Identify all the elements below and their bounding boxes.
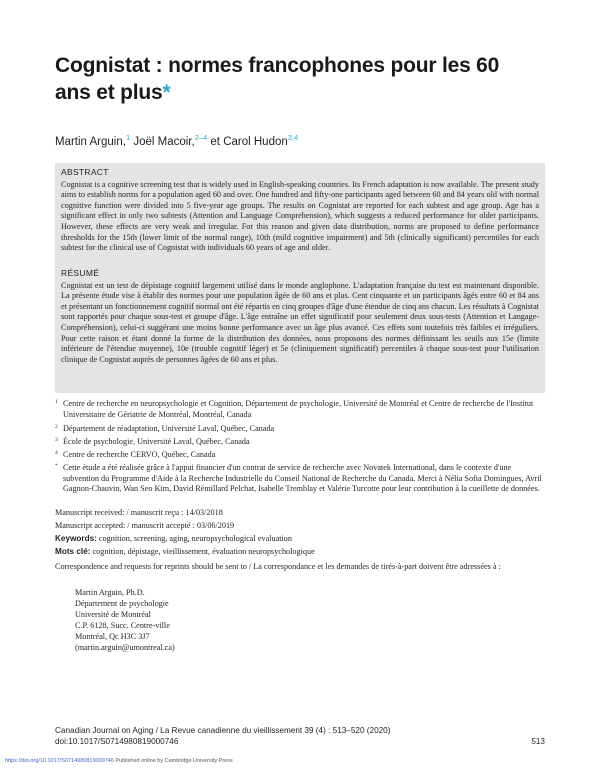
access-stamp	[5, 758, 233, 764]
address-line: Université de Montréal	[75, 610, 151, 619]
author-name: Martin Arguin,	[55, 135, 126, 148]
page-number: 513	[531, 737, 545, 746]
author-name: et Carol Hudon	[210, 135, 288, 148]
title-footnote-marker[interactable]: *	[162, 81, 171, 104]
funding-text: Cette étude a été réalisée grâce à l'appui financier d'un contrat de service de recherche avec Novatek International, dans le contexte d'une subvention du Programme d'Aide à la Recherche Industrielle du Conseil National de Recherche du Canada. Merci à Nélia Sofia Domingues, Avril Gagnon-Chauvin, Wan Seo Kim, David Rémillard Pelchat, Isabelle Tremblay et Valérie Turcotte pour leur contribution à la cueillette de données.	[63, 463, 542, 494]
affiliation-text: Centre de recherche CERVO, Québec, Canada	[63, 450, 216, 459]
email-line[interactable]: (martin.arguin@umontreal.ca)	[75, 643, 175, 652]
mots-cles-text: cognition, dépistage, vieillissement, évaluation neuropsychologique	[92, 547, 315, 556]
affiliation-text: École de psychologie, Université Laval, Québec, Canada	[63, 437, 250, 446]
address-line: Montréal, Qc H3C 3J7	[75, 632, 150, 641]
author-list	[55, 133, 298, 148]
correspondence-note: Correspondence and requests for reprints should be sent to / La correspondance et les demandes de tirés-à-part doivent être adressées à :	[55, 562, 501, 571]
resume-heading: RÉSUMÉ	[61, 268, 100, 278]
stamp-text: Published online by Cambridge University Press	[113, 758, 233, 764]
keywords-text: cognition, screening, aging, neuropsychological evaluation	[98, 534, 292, 543]
affiliation-number: 4	[55, 450, 58, 456]
address-line: C.P. 6128, Succ. Centre-ville	[75, 621, 170, 630]
affiliation-marker[interactable]: 2–4	[194, 133, 208, 142]
resume-text: Cognistat est un test de dépistage cognitif largement utilisé dans le monde anglophone. L'adaptation française du test est maintenant disponible. La présente étude vise à établir des normes pour une population âgée de 60 ans et plus. Cent cinquante et un participants âgés entre 60 et 84 ans et présentant un fonctionnement cognitif normal ont été répartis en cinq groupes d'âge d'une étendue de cinq ans chacun. Les résultats à Cognistat sont rapportés pour chaque sous-test et groupe d'âge. L'âge entraîne un effet significatif pour seulement deux sous-tests (Attention et Langage-Compréhension), celui-ci suggérant une moins bonne performance avec un âge plus avancé. Ces effets sont toutefois très faibles et irréguliers. Pour cette raison et étant donné la forme de la distribution des données, nous proposons des normes définissant les seuils aux 15e (limite inférieure de l'étendue moyenne), 10e (trouble cognitif léger) et 5e (cliniquement significatif) percentiles à chaque sous-test pour l'utilisation clinique de Cognistat auprès de personnes âgées de 60 ans et plus.	[61, 280, 539, 364]
affiliation	[55, 399, 545, 420]
affiliation-text: Département de réadaptation, Université Laval, Québec, Canada	[63, 424, 275, 433]
funding-note	[55, 463, 545, 495]
journal-footer	[55, 725, 545, 747]
abstract-text: Cognistat is a cognitive screening test that is widely used in English-speaking countries. Its French adaptation is now available. The present study aims to establish norms for a population aged 60 and over. One hundred and fifty-one participants aged between 60 and 84 years old with normal cognitive function were divided into 5 five-year age groups. The results on Cognistat are reported for each subtest and age group. Age has a significant effect in only two subtests (Attention and Language Comprehension), which suggests a reduced performance for older participants. However, these effects are very weak and irregular. For this reason and given data distribution, norms are proposed to define performance thresholds for the 15th (lower limit of the normal range), 10th (mild cognitive impairment) and 5th (clinically significant) percentiles for each subtest for the clinical use of Cognistat with individuals 60 years of age and older.	[61, 179, 539, 253]
affiliation-text: Centre de recherche en neuropsychologie et Cognition, Département de psychologie, Université de Montréal et Centre de recherche de l'Institut Universitaire de Gériatrie de Montréal, Montréal, Canada	[63, 399, 534, 419]
journal-citation: Canadian Journal on Aging / La Revue canadienne du vieillissement 39 (4) : 513–520 (2020)	[55, 726, 391, 735]
doi-line[interactable]: doi:10.1017/S0714980819000746	[55, 737, 179, 746]
affiliation	[55, 424, 545, 435]
doi-link[interactable]: https://doi.org/10.1017/S0714980819000746	[5, 758, 114, 764]
affiliation-number: 1	[55, 399, 58, 405]
affiliation-marker[interactable]: 1	[125, 133, 131, 142]
keywords-line	[55, 534, 545, 545]
mots-cles-label: Mots clé:	[55, 547, 91, 556]
accepted-date: Manuscript accepted: / manuscrit accepté : 03/06/2019	[55, 521, 235, 530]
resume-section	[61, 268, 539, 365]
affiliation-number: 3	[55, 437, 58, 443]
abstract-heading: ABSTRACT	[61, 167, 109, 177]
address-line: Martin Arguin, Ph.D.	[75, 588, 145, 597]
abstract-section	[61, 167, 539, 254]
affiliation-number: 2	[55, 424, 58, 430]
keywords-label: Keywords:	[55, 534, 97, 543]
title-text: Cognistat : normes francophones pour les 60 ans et plus	[55, 54, 500, 104]
article-title	[55, 52, 535, 106]
mots-cles-line	[55, 547, 545, 558]
address-line: Département de psychologie	[75, 599, 169, 608]
address-block	[75, 587, 175, 653]
affiliation-marker[interactable]: 3,4	[287, 133, 299, 142]
author-name: Joël Macoir,	[133, 135, 195, 148]
funding-marker: *	[55, 463, 58, 469]
affiliation	[55, 437, 545, 448]
affiliation	[55, 450, 545, 461]
received-date: Manuscript received: / manuscrit reçu : 14/03/2018	[55, 508, 223, 517]
